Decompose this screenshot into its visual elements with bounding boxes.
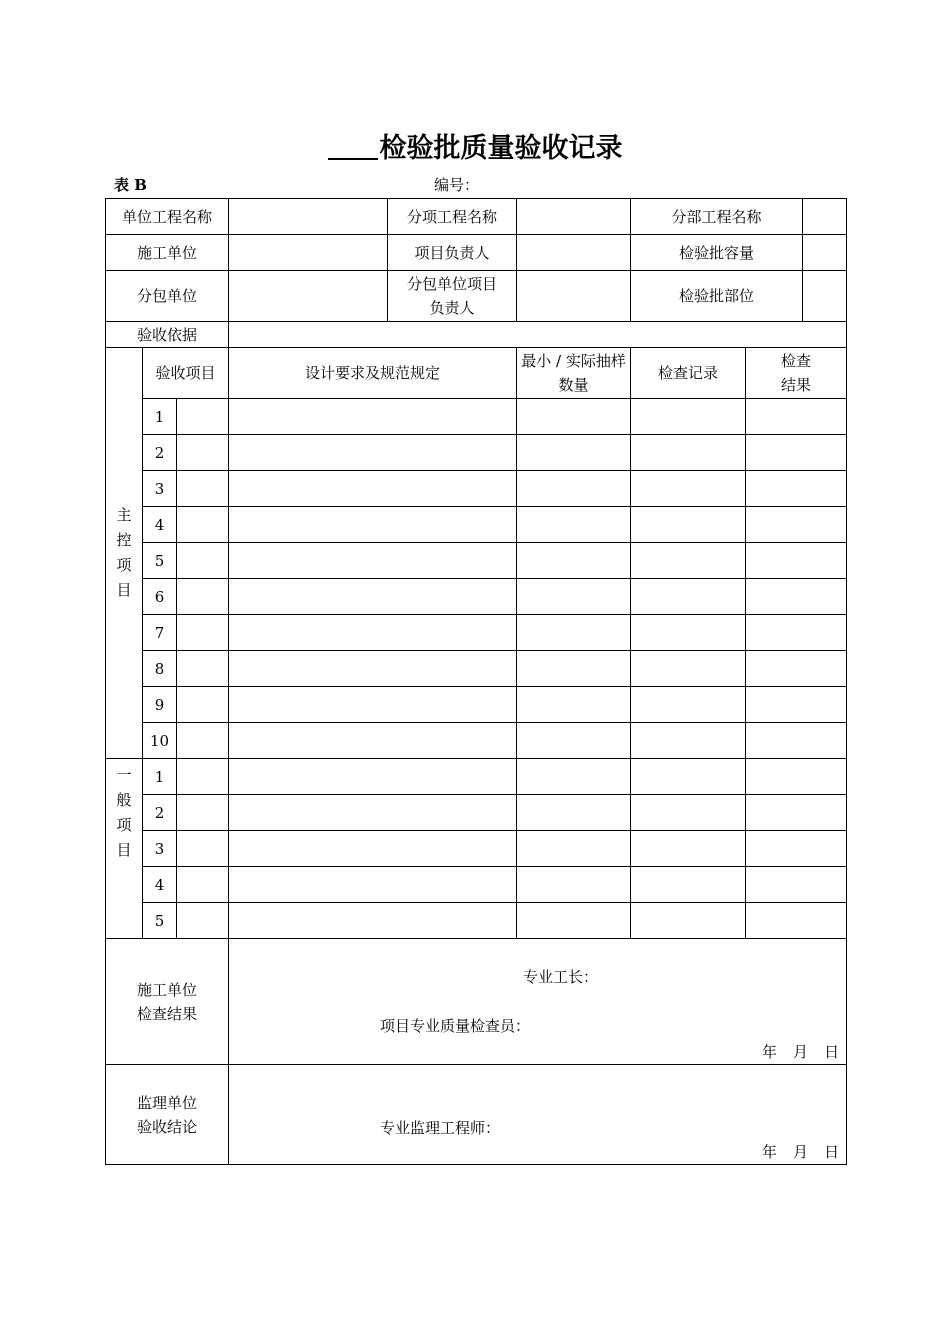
design-requirement-cell[interactable] xyxy=(229,615,517,651)
item-cell[interactable] xyxy=(177,399,229,435)
row-number: 4 xyxy=(143,867,177,903)
row-number: 8 xyxy=(143,651,177,687)
general-row xyxy=(106,867,847,903)
item-cell[interactable] xyxy=(177,507,229,543)
general-char: 目 xyxy=(116,841,132,859)
month-label: 月 xyxy=(793,1043,809,1061)
sampling-cell[interactable] xyxy=(517,759,631,795)
design-requirement-cell[interactable] xyxy=(229,759,517,795)
acceptance-basis-label: 验收依据 xyxy=(106,322,229,348)
unit-project-name-label: 单位工程名称 xyxy=(106,199,229,235)
result-cell[interactable] xyxy=(746,903,847,939)
supervision-date xyxy=(762,1141,839,1163)
design-requirement-cell[interactable] xyxy=(229,867,517,903)
subcontract-unit-field[interactable] xyxy=(229,271,388,322)
item-cell[interactable] xyxy=(177,435,229,471)
result-cell[interactable] xyxy=(746,687,847,723)
general-row xyxy=(106,831,847,867)
sampling-cell[interactable] xyxy=(517,723,631,759)
sampling-cell[interactable] xyxy=(517,687,631,723)
row-number: 3 xyxy=(143,471,177,507)
result-cell[interactable] xyxy=(746,471,847,507)
main-control-row xyxy=(106,543,847,579)
row-number: 2 xyxy=(143,435,177,471)
row-number: 2 xyxy=(143,795,177,831)
supervision-label-line1: 监理单位 xyxy=(137,1093,198,1112)
result-cell[interactable] xyxy=(746,759,847,795)
division-project-name-field[interactable] xyxy=(803,199,847,235)
batch-capacity-field[interactable] xyxy=(803,235,847,271)
main-control-row xyxy=(106,399,847,435)
sampling-cell[interactable] xyxy=(517,795,631,831)
subcontract-leader-label-line1: 分包单位项目 xyxy=(407,275,498,293)
title-blank-line[interactable] xyxy=(328,128,378,160)
subcontract-leader-field[interactable] xyxy=(517,271,631,322)
acceptance-basis-field[interactable] xyxy=(229,322,847,348)
title-text: 检验批质量验收记录 xyxy=(379,133,623,164)
item-cell[interactable] xyxy=(177,579,229,615)
subcontract-unit-label: 分包单位 xyxy=(106,271,229,322)
check-record-cell[interactable] xyxy=(631,903,746,939)
month-label: 月 xyxy=(793,1143,809,1161)
check-record-cell[interactable] xyxy=(631,651,746,687)
sampling-cell[interactable] xyxy=(517,867,631,903)
design-requirement-cell[interactable] xyxy=(229,903,517,939)
design-requirement-cell[interactable] xyxy=(229,723,517,759)
result-cell[interactable] xyxy=(746,795,847,831)
main-control-row xyxy=(106,687,847,723)
sampling-cell[interactable] xyxy=(517,471,631,507)
check-record-cell[interactable] xyxy=(631,579,746,615)
sampling-cell[interactable] xyxy=(517,579,631,615)
sampling-cell[interactable] xyxy=(517,615,631,651)
main-control-row xyxy=(106,435,847,471)
column-result-line2: 结果 xyxy=(781,376,812,394)
general-row xyxy=(106,759,847,795)
unit-project-name-field[interactable] xyxy=(229,199,388,235)
design-requirement-cell[interactable] xyxy=(229,543,517,579)
number-label: 编号： xyxy=(434,176,480,194)
construction-unit-field[interactable] xyxy=(229,235,388,271)
division-project-name-label: 分部工程名称 xyxy=(631,199,803,235)
project-leader-label: 项目负责人 xyxy=(388,235,517,271)
design-requirement-cell[interactable] xyxy=(229,579,517,615)
main-control-char: 项 xyxy=(116,556,132,574)
row-number: 1 xyxy=(143,759,177,795)
design-requirement-cell[interactable] xyxy=(229,399,517,435)
form-title xyxy=(0,128,950,169)
inspection-form-table xyxy=(105,198,847,1165)
supervision-label xyxy=(106,1065,229,1165)
design-requirement-cell[interactable] xyxy=(229,651,517,687)
result-cell[interactable] xyxy=(746,435,847,471)
row-number: 5 xyxy=(143,903,177,939)
sampling-cell[interactable] xyxy=(517,903,631,939)
construction-check-label-line1: 施工单位 xyxy=(137,980,198,999)
year-label: 年 xyxy=(762,1043,778,1061)
row-number: 1 xyxy=(143,399,177,435)
check-record-cell[interactable] xyxy=(631,507,746,543)
item-cell[interactable] xyxy=(177,651,229,687)
supervision-label-line2: 验收结论 xyxy=(137,1117,198,1136)
main-control-char: 控 xyxy=(116,531,132,549)
item-cell[interactable] xyxy=(177,903,229,939)
construction-check-area[interactable] xyxy=(229,939,847,1065)
column-result-line1: 检查 xyxy=(781,352,812,370)
supervision-engineer-label: 专业监理工程师： xyxy=(380,1119,501,1137)
check-record-cell[interactable] xyxy=(631,759,746,795)
column-item: 验收项目 xyxy=(143,348,229,399)
column-sampling xyxy=(517,348,631,399)
sub-item-project-name-label: 分项工程名称 xyxy=(388,199,517,235)
year-label: 年 xyxy=(762,1143,778,1161)
result-cell[interactable] xyxy=(746,579,847,615)
general-char: 般 xyxy=(116,791,132,809)
check-record-cell[interactable] xyxy=(631,867,746,903)
design-requirement-cell[interactable] xyxy=(229,507,517,543)
design-requirement-cell[interactable] xyxy=(229,471,517,507)
construction-unit-label: 施工单位 xyxy=(106,235,229,271)
result-cell[interactable] xyxy=(746,399,847,435)
table-label: 表 B xyxy=(114,176,147,194)
column-sampling-line1: 最小 / 实际抽样 xyxy=(521,352,626,370)
batch-capacity-label: 检验批容量 xyxy=(631,235,803,271)
main-control-row xyxy=(106,507,847,543)
main-control-char: 主 xyxy=(116,506,132,524)
check-record-cell[interactable] xyxy=(631,831,746,867)
general-char: 一 xyxy=(116,766,132,784)
row-number: 5 xyxy=(143,543,177,579)
item-cell[interactable] xyxy=(177,867,229,903)
design-requirement-cell[interactable] xyxy=(229,435,517,471)
batch-location-field[interactable] xyxy=(803,271,847,322)
general-row xyxy=(106,795,847,831)
check-record-cell[interactable] xyxy=(631,795,746,831)
main-control-row xyxy=(106,651,847,687)
item-cell[interactable] xyxy=(177,831,229,867)
result-cell[interactable] xyxy=(746,507,847,543)
general-char: 项 xyxy=(116,816,132,834)
main-control-char: 目 xyxy=(116,581,132,599)
column-design-requirement: 设计要求及规范规定 xyxy=(229,348,517,399)
check-record-cell[interactable] xyxy=(631,399,746,435)
item-cell[interactable] xyxy=(177,543,229,579)
sampling-cell[interactable] xyxy=(517,507,631,543)
main-control-row xyxy=(106,471,847,507)
check-record-cell[interactable] xyxy=(631,435,746,471)
design-requirement-cell[interactable] xyxy=(229,687,517,723)
supervision-area[interactable] xyxy=(229,1065,847,1165)
result-cell[interactable] xyxy=(746,615,847,651)
item-cell[interactable] xyxy=(177,687,229,723)
check-record-cell[interactable] xyxy=(631,615,746,651)
result-cell[interactable] xyxy=(746,867,847,903)
main-control-items-label xyxy=(106,348,143,759)
foreman-label: 专业工长： xyxy=(523,968,599,986)
column-sampling-line2: 数量 xyxy=(558,376,589,394)
construction-check-label xyxy=(106,939,229,1065)
check-record-cell[interactable] xyxy=(631,723,746,759)
result-cell[interactable] xyxy=(746,543,847,579)
result-cell[interactable] xyxy=(746,831,847,867)
main-control-row xyxy=(106,723,847,759)
design-requirement-cell[interactable] xyxy=(229,831,517,867)
row-number: 9 xyxy=(143,687,177,723)
check-record-cell[interactable] xyxy=(631,471,746,507)
quality-inspector-label: 项目专业质量检查员： xyxy=(380,1017,531,1035)
row-number: 4 xyxy=(143,507,177,543)
subcontract-leader-label-line2: 负责人 xyxy=(429,299,475,317)
day-label: 日 xyxy=(824,1143,840,1161)
check-record-cell[interactable] xyxy=(631,687,746,723)
general-row xyxy=(106,903,847,939)
row-number: 6 xyxy=(143,579,177,615)
sampling-cell[interactable] xyxy=(517,435,631,471)
sub-item-project-name-field[interactable] xyxy=(517,199,631,235)
column-check-record: 检查记录 xyxy=(631,348,746,399)
row-number: 3 xyxy=(143,831,177,867)
sampling-cell[interactable] xyxy=(517,543,631,579)
row-number: 10 xyxy=(143,723,177,759)
design-requirement-cell[interactable] xyxy=(229,795,517,831)
general-items-label xyxy=(106,759,143,939)
item-cell[interactable] xyxy=(177,759,229,795)
sampling-cell[interactable] xyxy=(517,399,631,435)
item-cell[interactable] xyxy=(177,723,229,759)
item-cell[interactable] xyxy=(177,615,229,651)
result-cell[interactable] xyxy=(746,723,847,759)
batch-location-label: 检验批部位 xyxy=(631,271,803,322)
item-cell[interactable] xyxy=(177,471,229,507)
construction-check-date xyxy=(762,1041,839,1063)
sampling-cell[interactable] xyxy=(517,831,631,867)
main-control-row xyxy=(106,579,847,615)
day-label: 日 xyxy=(824,1043,840,1061)
item-cell[interactable] xyxy=(177,795,229,831)
subcontract-leader-label xyxy=(388,271,517,322)
construction-check-label-line2: 检查结果 xyxy=(137,1004,198,1023)
project-leader-field[interactable] xyxy=(517,235,631,271)
row-number: 7 xyxy=(143,615,177,651)
main-control-row xyxy=(106,615,847,651)
sampling-cell[interactable] xyxy=(517,651,631,687)
result-cell[interactable] xyxy=(746,651,847,687)
column-result xyxy=(746,348,847,399)
check-record-cell[interactable] xyxy=(631,543,746,579)
